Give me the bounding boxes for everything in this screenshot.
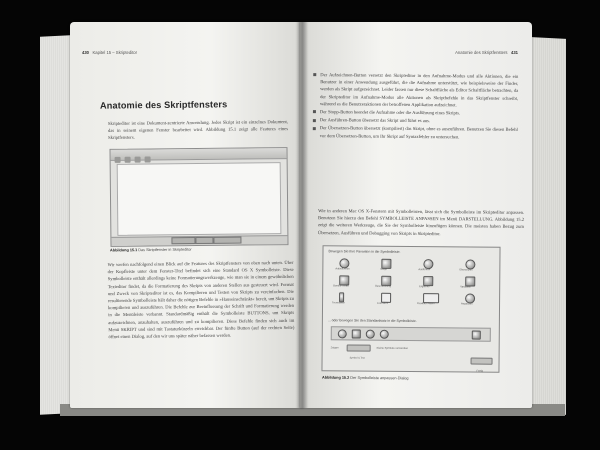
figure-tab-events <box>213 237 241 244</box>
left-running-head <box>82 50 137 55</box>
stop-icon <box>125 157 131 163</box>
figure-caption-left <box>110 248 192 253</box>
intro-paragraph: Skripteditor ist eine Dokument-zentrierte Anwendung. Jedes Skript ist ein einzelnes Dokument, das in seinem eigenen Fenster bearbeitet wird. Abbildung 15.1 zeigt alle Features eines Skriptfensters. <box>107 119 289 141</box>
body-paragraph-right: Wie in anderen Mac OS X-Fenstern mit Symbolleisten, lässt sich die Symbolleiste im Skripteditor anpassen. Benutzen Sie hierzu den Befehl SYMBOLLEISTE ANPASSEN im Menü DARSTELLUNG. Abbildung 15.2 zeigt die weiteren Werkzeuge, die Sie der Symbolleiste hinzufügen können. Die meisten haben Bezug zum Übersetzen, Ausführen und Debugging von Skripts in Skripteditor. <box>317 208 525 236</box>
list-item: Der Stopp-Button beendet die Aufnahme oder die Ausführung eines Skripts. <box>312 108 518 117</box>
figure-tab-description <box>171 237 195 244</box>
right-page <box>300 22 532 408</box>
figure-item-label: Trennstrich <box>332 301 345 305</box>
figure-done-button <box>471 358 493 373</box>
left-page-stack <box>40 35 70 415</box>
figure-caption-left-label: Abbildung 15.1 <box>109 248 138 253</box>
figure-editor-area <box>117 162 282 236</box>
run-icon <box>366 330 375 339</box>
book-gutter <box>296 22 308 408</box>
figure-item-label: Stopp <box>380 267 388 271</box>
figure-item-label: Leerraum <box>377 301 389 305</box>
figure-item-label: Anpassen <box>461 302 473 306</box>
figure-default-set-well <box>331 326 491 341</box>
section-heading: Anatomie des Skriptfensters <box>99 99 228 111</box>
figure-caption-right-text: Der Symbolleiste anpassen-Dialog <box>350 375 409 381</box>
figure-done-label: Fertig <box>476 369 484 373</box>
figure-item-label: Ergebnis <box>419 285 430 289</box>
left-running-head-text: Kapitel 15 – Skripteditor <box>92 50 137 55</box>
record-icon <box>115 157 121 163</box>
figure-show-select <box>347 344 371 360</box>
right-page-number: 431 <box>511 50 518 55</box>
figure-item-label: Aufzeichnen <box>335 267 350 271</box>
figure-item-label: Bundle-Inhalt <box>333 284 349 288</box>
right-running-head <box>455 50 518 55</box>
figure-small-icons-label: Kleine Symbole verwenden <box>376 346 409 350</box>
left-page <box>70 22 304 408</box>
figure-bottom-bar <box>111 235 287 246</box>
figure-item-label: Übersetzen <box>459 268 473 272</box>
stop-icon <box>352 329 361 338</box>
bundle-icon <box>472 331 481 340</box>
right-page-stack <box>532 37 566 415</box>
run-icon <box>135 157 141 163</box>
figure-show-value: Symbol & Text <box>349 356 365 360</box>
right-running-head-text: Anatomie des Skriptfensters <box>455 50 508 55</box>
compile-icon <box>145 157 151 163</box>
figure-caption-right-label: Abbildung 15.2 <box>321 375 350 380</box>
list-item: Der Übersetzen-Button übersetzt (kompiliert) das Skript, ohne es auszuführen. Benutzen Sie diesen Befehl vor dem Übersetzen-Button, um Ihr Skript auf Syntaxfehler zu untersuchen. <box>312 125 518 141</box>
list-item: Der Aufzeichnen-Button versetzt den Skripteditor in den Aufnahme-Modus und alle Aktionen, die ein Benutzer in einer Anwendung ausgeführt, die die Aufnahme unterstützt, wie beispielsweise der Finder, werden als Skript aufgezeichnet. Leider fassen nur diese Schaltfläche als Editor Schaltfläche betrachten, da der Skripteditor im Aufnahme-Modus alle Aktionen als Skriptbefehle in das Skriptfenster schreibt, während es die Benutzeraktionen der betroffenen Applikation aufzeichnet. <box>312 71 518 109</box>
figure-tab-result <box>195 237 213 244</box>
list-item: Der Ausführen-Button übersetzt das Skript und führt es aus. <box>312 116 518 125</box>
figure-caption-right <box>322 376 409 381</box>
compile-icon <box>380 330 389 339</box>
customize-toolbar-figure <box>321 245 500 373</box>
figure-item-label: Variablen <box>460 285 471 289</box>
figure-caption-left-text: Das Skriptfenster in Skripteditor <box>138 247 192 253</box>
left-page-number: 430 <box>82 50 89 55</box>
body-paragraph-left: Wir werfen nachfolgend einen Blick auf die Features des Skriptfensters von oben nach unten. Über der Kopfleiste unter dem Fenster-Titel befindet sich eine Standard OS X Symbolleiste. Diese Symbolleiste enthält allerdings keine Formatierungswerkzeuge, wie man sie in einem gewöhnlichen Texteditor findet, da die Formatierung des Skripts von anderen Stellen aus gesteuert wird. Format und Zweck von Skripteditor ist es, das Kompilieren und Testen von Skripts zu vereinfachen. Die resultierende Symbolleiste hält daher die nötigen Befehle in »Hauseinschränkt« bereit, um Skripts zu kompilieren und auszuführen. Die Befehle zur Beeinflussung der Schrift und Formatierung werden in die Menüleiste verbannt. Standardmäßig enthält die Symbolleiste BUTTONS, um Skripts aufzuzeichnen, anzuhalten, auszuführen und zu kompilieren. Diese Befehle finden sich auch im Menü SKRIPT und sind mit Tastaturkürzeln erreichbar. Der fünfte Button (auf der rechten Seite) öffnet einen Dialog, auf den wir uns später näher befassen werden. <box>107 259 295 340</box>
script-window-figure <box>109 147 288 247</box>
record-icon <box>338 329 347 338</box>
figure-section-favorites: Bewegen Sie Ihre Favoriten in die Symbolleiste. <box>328 249 401 254</box>
figure-section-default-set: ... oder bewegen Sie den Standardsatz in die Symbolleiste. <box>327 318 417 324</box>
figure-toolbar <box>111 148 287 161</box>
figure-item-label: Beschreibung <box>375 284 392 288</box>
figure-item-label: Ausführen <box>418 268 431 272</box>
figure-item-label: Flexibler Raum <box>417 302 435 306</box>
bullet-list <box>312 71 519 142</box>
figure-show-label: Zeigen <box>330 346 339 350</box>
